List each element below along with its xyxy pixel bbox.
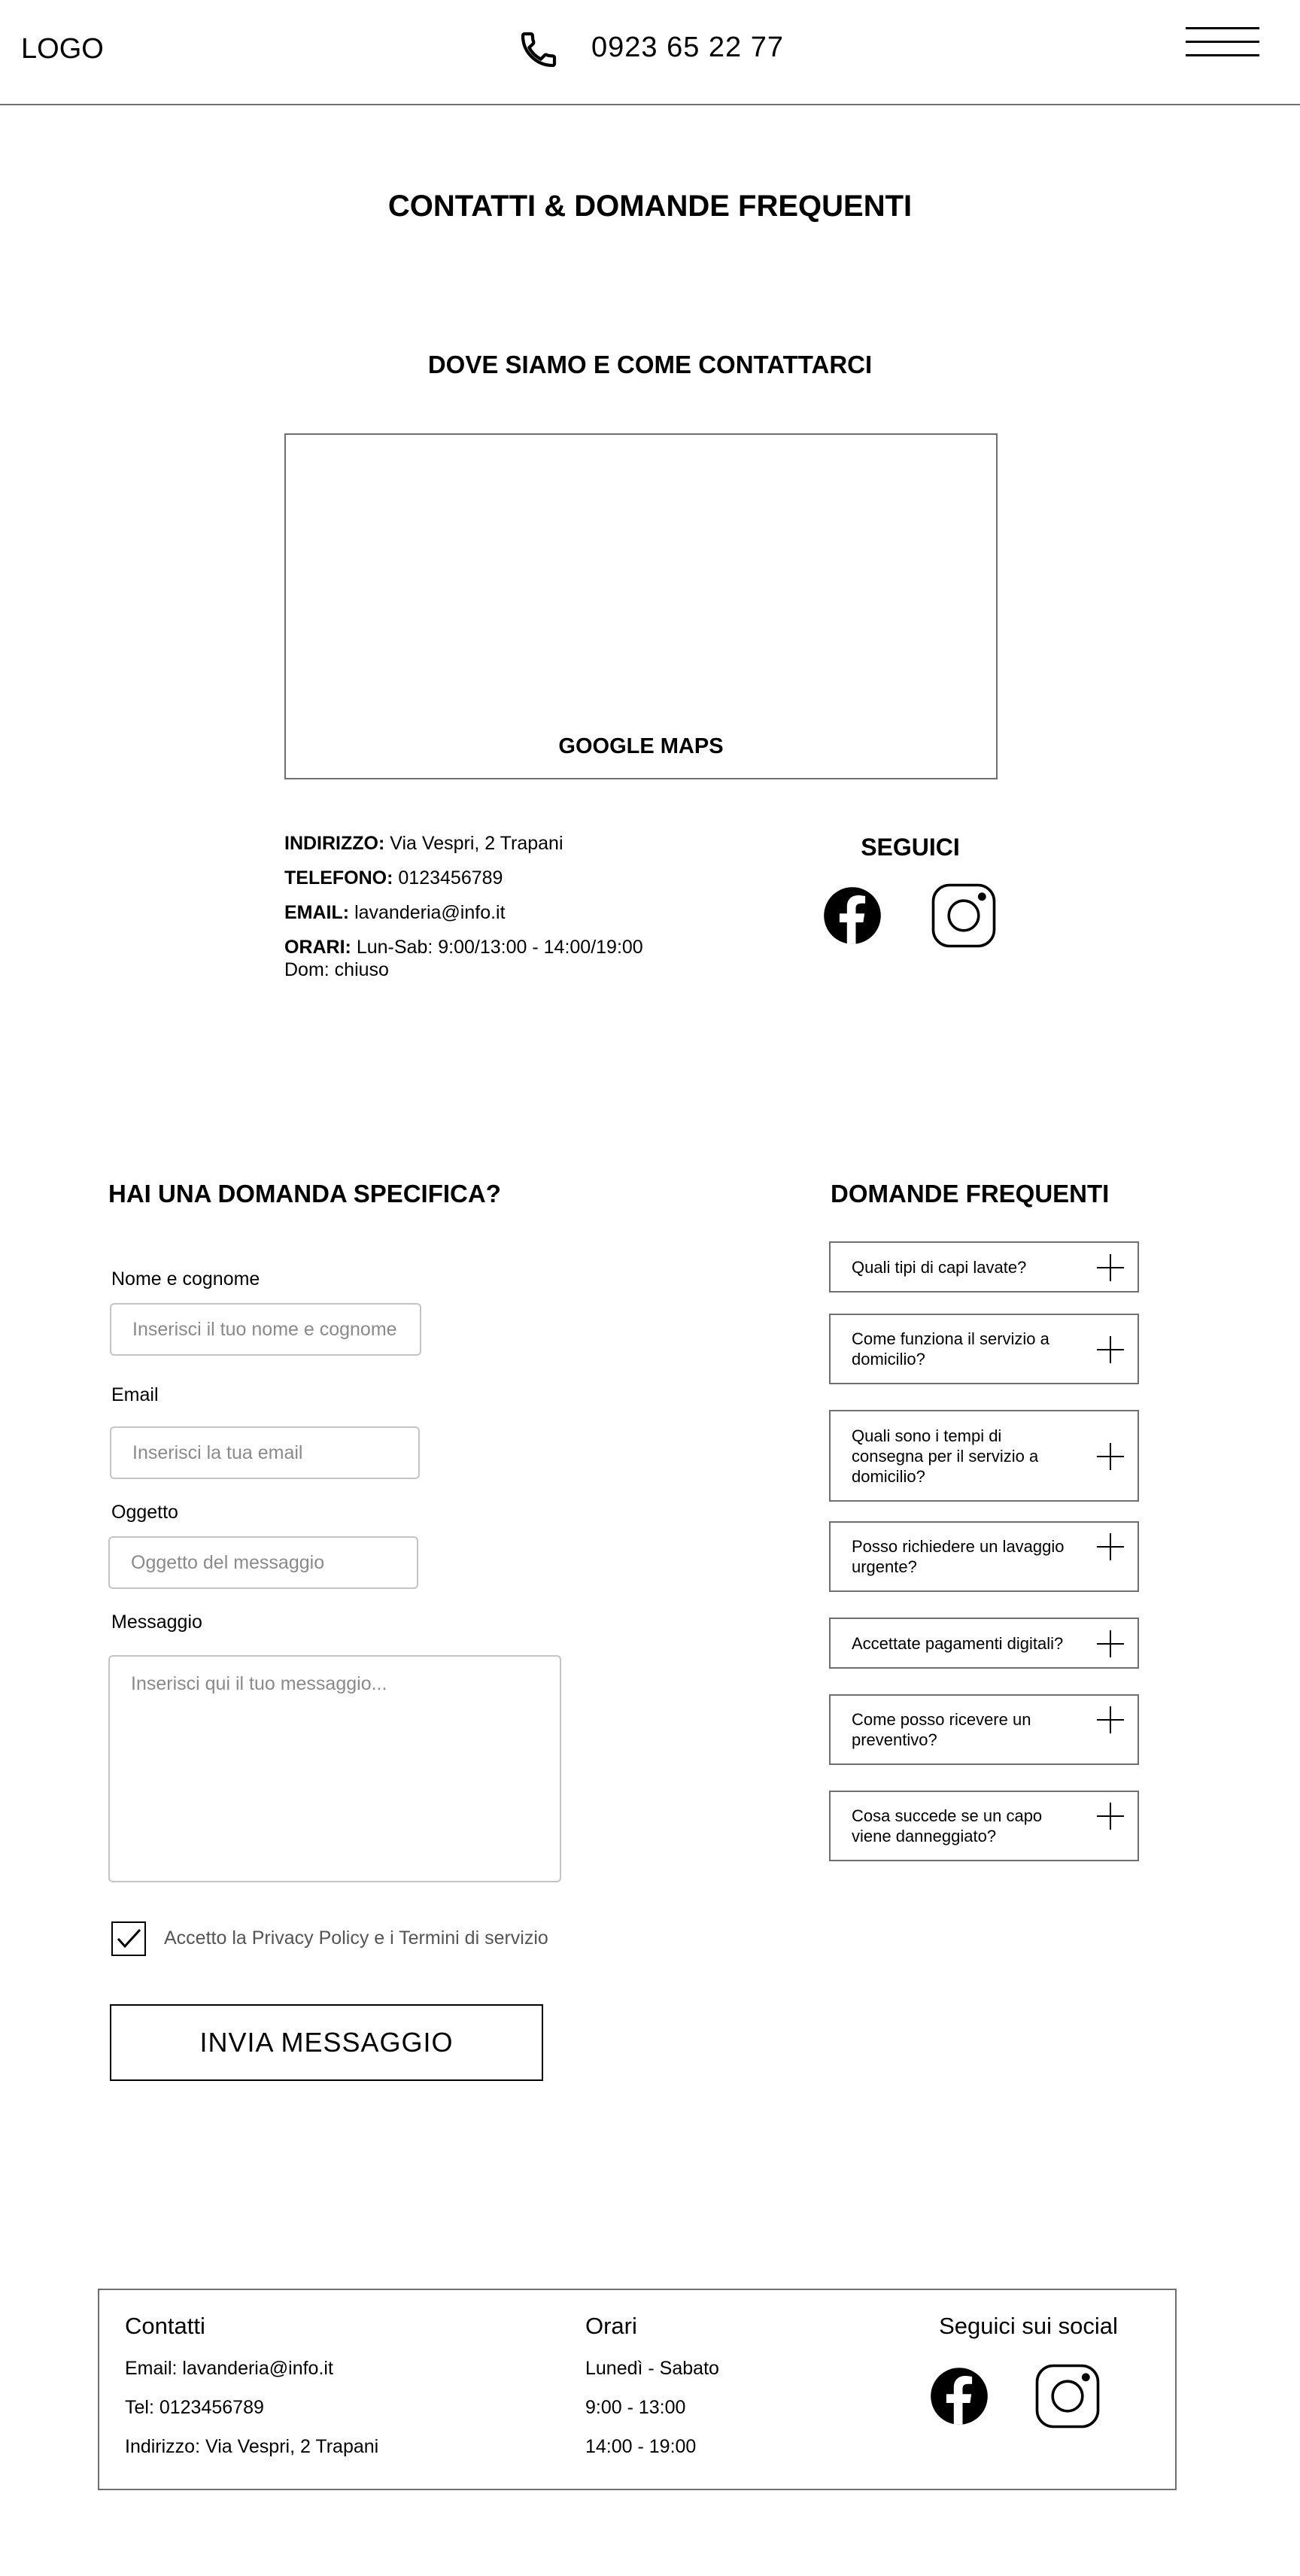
- subject-label: Oggetto: [111, 1502, 178, 1523]
- faq-item[interactable]: [829, 1791, 1139, 1861]
- hours-weekdays: Lun-Sab: 9:00/13:00 - 14:00/19:00: [356, 937, 643, 958]
- faq-question: Come posso ricevere un preventivo?: [852, 1710, 1031, 1749]
- subject-input[interactable]: [108, 1536, 418, 1589]
- email-value[interactable]: lavanderia@info.it: [354, 902, 506, 923]
- message-textarea[interactable]: [108, 1655, 561, 1882]
- address-info: [284, 832, 563, 855]
- faq-title: DOMANDE FREQUENTI: [831, 1180, 1110, 1208]
- plus-icon[interactable]: [1097, 1706, 1124, 1733]
- instagram-icon[interactable]: [1034, 2362, 1101, 2430]
- footer-days: Lunedì - Sabato: [585, 2358, 719, 2379]
- address-label: INDIRIZZO:: [284, 833, 385, 854]
- facebook-icon[interactable]: [819, 882, 886, 949]
- footer-address: Indirizzo: Via Vespri, 2 Trapani: [125, 2436, 379, 2457]
- plus-icon[interactable]: [1097, 1254, 1124, 1281]
- phone-value[interactable]: 0123456789: [398, 867, 503, 889]
- map-placeholder[interactable]: [284, 433, 998, 779]
- plus-icon[interactable]: [1097, 1630, 1124, 1657]
- plus-icon[interactable]: [1097, 1336, 1124, 1363]
- location-section-title: DOVE SIAMO E COME CONTATTARCI: [427, 351, 873, 378]
- address-value: Via Vespri, 2 Trapani: [390, 833, 563, 854]
- message-label: Messaggio: [111, 1612, 202, 1633]
- page-title: CONTATTI & DOMANDE FREQUENTI: [387, 190, 913, 223]
- faq-item[interactable]: [829, 1314, 1139, 1384]
- hours-label: ORARI:: [284, 937, 351, 958]
- footer-contacts-title: Contatti: [125, 2313, 205, 2339]
- phone-label: TELEFONO:: [284, 867, 393, 889]
- name-input[interactable]: [110, 1303, 421, 1356]
- faq-item[interactable]: [829, 1694, 1139, 1765]
- plus-icon[interactable]: [1097, 1803, 1124, 1830]
- faq-question: Accettate pagamenti digitali?: [852, 1633, 1064, 1653]
- faq-item[interactable]: [829, 1618, 1139, 1669]
- email-label-form: Email: [111, 1384, 159, 1405]
- form-title: HAI UNA DOMANDA SPECIFICA?: [108, 1180, 501, 1208]
- faq-item[interactable]: [829, 1241, 1139, 1293]
- faq-question: Quali tipi di capi lavate?: [852, 1257, 1027, 1277]
- footer-afternoon-hours: 14:00 - 19:00: [585, 2436, 697, 2457]
- checkmark-icon: [113, 1923, 144, 1955]
- plus-icon[interactable]: [1097, 1533, 1124, 1560]
- faq-item[interactable]: [829, 1521, 1139, 1592]
- faq-question: Cosa succede se un capo viene danneggiato?: [852, 1806, 1043, 1845]
- faq-question: Come funziona il servizio a domicilio?: [852, 1329, 1049, 1368]
- follow-title: SEGUICI: [861, 834, 960, 861]
- email-label: EMAIL:: [284, 902, 350, 923]
- footer-hours-title: Orari: [585, 2313, 637, 2339]
- footer-email[interactable]: Email: lavanderia@info.it: [125, 2358, 333, 2379]
- submit-button[interactable]: INVIA MESSAGGIO: [110, 2004, 543, 2081]
- phone-info: [284, 867, 503, 889]
- faq-item[interactable]: [829, 1410, 1139, 1502]
- name-label: Nome e cognome: [111, 1268, 260, 1290]
- map-label: GOOGLE MAPS: [558, 734, 724, 758]
- faq-question: Quali sono i tempi di consegna per il servizio a domicilio?: [852, 1426, 1039, 1486]
- plus-icon[interactable]: [1097, 1443, 1124, 1470]
- facebook-icon[interactable]: [925, 2362, 993, 2430]
- logo[interactable]: LOGO: [21, 33, 104, 65]
- hours-sunday: Dom: chiuso: [284, 959, 389, 980]
- privacy-label[interactable]: Accetto la Privacy Policy e i Termini di servizio: [164, 1927, 548, 1949]
- email-info: [284, 901, 506, 924]
- email-input[interactable]: [110, 1426, 420, 1479]
- footer-morning-hours: 9:00 - 13:00: [585, 2397, 686, 2418]
- footer: [98, 2289, 1177, 2490]
- header-phone-number[interactable]: 0923 65 22 77: [591, 32, 785, 63]
- instagram-icon[interactable]: [930, 882, 998, 949]
- phone-icon[interactable]: [518, 29, 560, 71]
- header: [0, 0, 1300, 105]
- hours-info: [284, 936, 643, 958]
- footer-social-title: Seguici sui social: [939, 2313, 1118, 2339]
- footer-phone[interactable]: Tel: 0123456789: [125, 2397, 264, 2418]
- privacy-checkbox[interactable]: [111, 1921, 146, 1956]
- hamburger-menu-icon[interactable]: [1186, 27, 1259, 57]
- faq-question: Posso richiedere un lavaggio urgente?: [852, 1537, 1065, 1576]
